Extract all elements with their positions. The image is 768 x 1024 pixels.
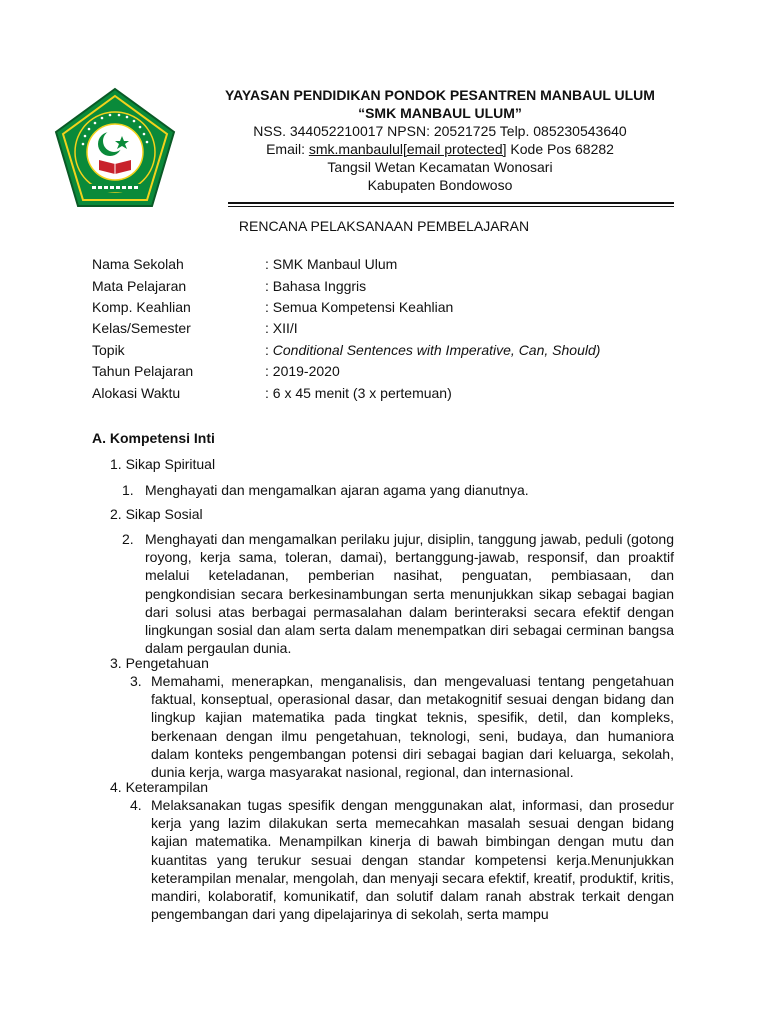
- info-label: Topik: [92, 342, 125, 358]
- info-value-topic: [265, 342, 600, 358]
- item-text: Menghayati dan mengamalkan perilaku jujur, disiplin, tanggung jawab, peduli (gotong royong, kerja sama, toleran, damai), bertanggung-jawab, responsif, dan proaktif melalui keteladanan, pemberian nasihat, penguatan, pembiasaan, dan pengkondisian secara berkesinambungan serta menunjukkan sikap sebagai bagian dari solusi atas berbagai permasalahan dalam berinteraksi secara efektif dengan lingkungan sosial dan alam serta dalam menempatkan diri sebagai cerminan bangsa dalam pergaulan dunia.: [145, 531, 674, 657]
- sub-heading-skills: 4. Keterampilan: [110, 779, 209, 795]
- school-name: “SMK MANBAUL ULUM”: [358, 105, 522, 121]
- info-value: : SMK Manbaul Ulum: [265, 256, 398, 272]
- info-label: Tahun Pelajaran: [92, 363, 194, 379]
- item-text: Menghayati dan mengamalkan ajaran agama yang dianutnya.: [145, 482, 529, 498]
- info-value: : XII/I: [265, 320, 298, 336]
- info-value: : Semua Kompetensi Keahlian: [265, 299, 454, 315]
- info-row: [92, 299, 692, 320]
- document-title: RENCANA PELAKSANAAN PEMBELAJARAN: [238, 218, 530, 234]
- info-label: Mata Pelajaran: [92, 278, 187, 294]
- info-value-prefix: :: [265, 342, 273, 358]
- email-link[interactable]: smk.manbaulul[email protected]: [308, 141, 507, 157]
- item-number: 2.: [122, 531, 134, 547]
- info-row: [92, 278, 692, 299]
- info-value: : Bahasa Inggris: [265, 278, 367, 294]
- item-number: 4.: [130, 797, 142, 813]
- school-ids: NSS. 344052210017 NPSN: 20521725 Telp. 085230543640: [253, 123, 627, 139]
- postal-code: Kode Pos 68282: [506, 141, 614, 157]
- info-row: [92, 385, 692, 406]
- info-row: [92, 256, 692, 277]
- email-prefix: Email:: [266, 141, 309, 157]
- sub-heading-knowledge: 3. Pengetahuan: [110, 655, 209, 671]
- sub-heading-spiritual: 1. Sikap Spiritual: [110, 456, 216, 472]
- info-label: Nama Sekolah: [92, 256, 184, 272]
- info-value: : 6 x 45 menit (3 x pertemuan): [265, 385, 452, 401]
- foundation-name: YAYASAN PENDIDIKAN PONDOK PESANTREN MANBAUL ULUM: [225, 87, 655, 103]
- header-rule-thin: [228, 206, 674, 207]
- info-label: Kelas/Semester: [92, 320, 191, 336]
- sub-heading-social: 2. Sikap Sosial: [110, 506, 203, 522]
- info-label: Komp. Keahlian: [92, 299, 191, 315]
- info-label: Alokasi Waktu: [92, 385, 181, 401]
- address-line: Tangsil Wetan Kecamatan Wonosari: [327, 159, 553, 175]
- info-row: [92, 342, 692, 363]
- item-number: 3.: [130, 673, 142, 689]
- header-rule: [228, 202, 674, 204]
- regency-line: Kabupaten Bondowoso: [367, 177, 513, 193]
- topic-text: Conditional Sentences with Imperative, Can, Should): [272, 342, 601, 358]
- item-text: Melaksanakan tugas spesifik dengan menggunakan alat, informasi, dan prosedur kerja yang lazim dilakukan serta memecahkan masalah sesuai dengan bidang kajian matematika. Menampilkan kinerja di bawah bimbingan dengan mutu dan kuantitas yang terukur sesuai dengan standar kompetensi kerja.Menunjukkan keterampilan menalar, mengolah, dan menyaji secara efektif, kreatif, produktif, kritis, mandiri, kolaboratif, komunikatif, dan solutif dalam ranah abstrak terkait dengan pengembangan dari yang dipelajarinya di sekolah, serta mampu: [151, 797, 674, 923]
- info-value: : 2019-2020: [265, 363, 340, 379]
- item-number: 1.: [122, 482, 134, 498]
- info-row: [92, 363, 692, 384]
- contact-line: [180, 140, 700, 159]
- section-heading: A. Kompetensi Inti: [92, 430, 215, 446]
- info-row: [92, 320, 692, 341]
- school-logo-icon: [52, 86, 178, 210]
- item-text: Memahami, menerapkan, menganalisis, dan mengevaluasi tentang pengetahuan faktual, konseptual, operasional dasar, dan metakognitif sesuai dengan bidang dan lingkup kajian matematika pada tingkat teknis, spesifik, detil, dan kompleks, berkenaan dengan ilmu pengetahuan, teknologi, seni, budaya, dan humaniora dalam konteks pengembangan potensi diri sebagai bagian dari keluarga, sekolah, dunia kerja, warga masyarakat nasional, regional, dan internasional.: [151, 673, 674, 781]
